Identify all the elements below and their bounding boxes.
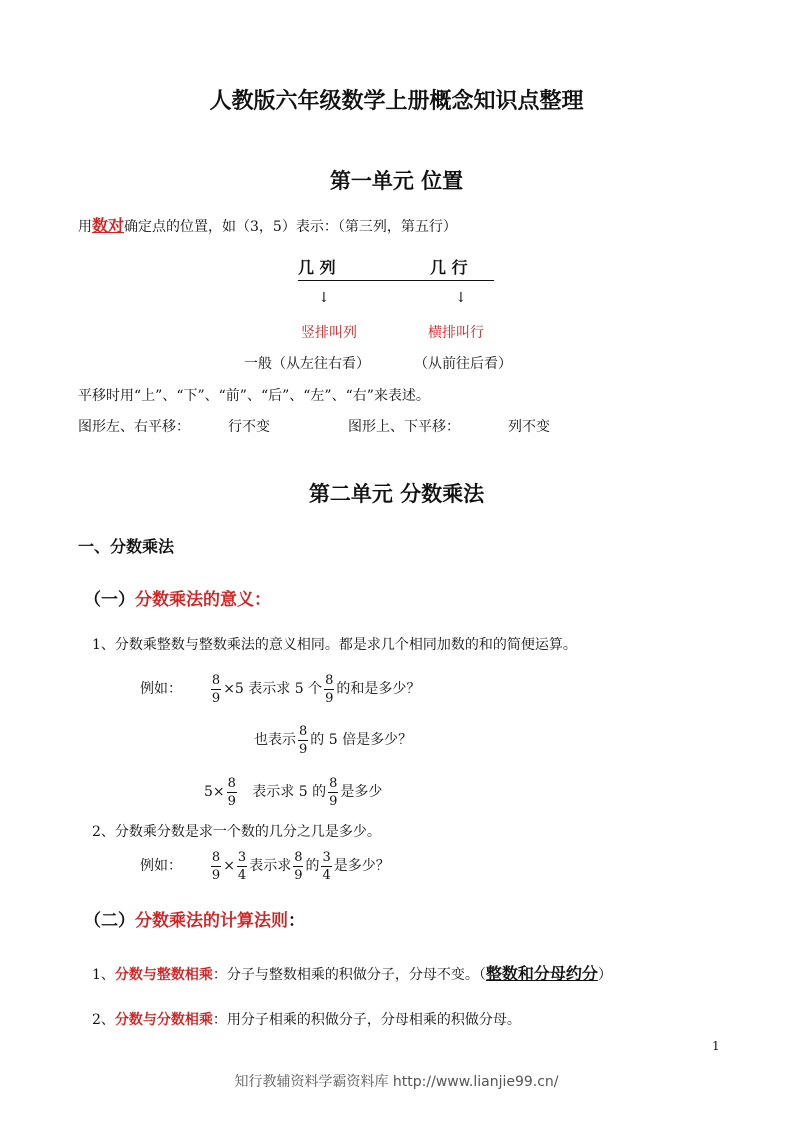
row-note: （从前往后看） xyxy=(414,356,512,372)
fraction: $\frac{8}{9}$ xyxy=(294,849,303,883)
rule-1: 1、分数与整数相乘：分子与整数相乘的积做分子，分母不变。（整数和分母约分） xyxy=(92,964,612,983)
ud-translate-value: 列不变 xyxy=(508,419,550,435)
col-label: 几 列 xyxy=(298,258,336,277)
unit2-heading: 第二单元 分数乘法 xyxy=(308,482,485,506)
footer-watermark: 知行教辅资料学霸资料库 http://www.lianjie99.cn/ xyxy=(234,1074,559,1090)
lr-translate-label: 图形左、右平移： xyxy=(78,419,190,435)
line1-text: 确定点的位置，如（3，5）表示：（第三列，第五行） xyxy=(124,219,457,235)
keyword-shudui: 数对 xyxy=(92,216,125,235)
example-2: 也表示 $\frac{8}{9}$ 的 5 倍是多少？ xyxy=(254,723,413,757)
fraction: $\frac{8}{9}$ xyxy=(329,775,338,809)
line1-prefix: 用 xyxy=(78,219,92,235)
col-note: 一般（从左往右看） xyxy=(244,356,370,372)
sub2-title: 分数乘法的计算法则 xyxy=(135,911,288,931)
unit1-heading: 第一单元 位置 xyxy=(329,169,464,193)
row-label: 几 行 xyxy=(430,258,468,277)
col-description: 竖排叫列 xyxy=(301,325,357,341)
fraction: $\frac{8}{9}$ xyxy=(211,849,221,883)
row-arrow: ↓ xyxy=(455,290,467,306)
ud-translate-label: 图形上、下平移： xyxy=(348,419,460,435)
rule1-emphasis: 整数和分母约分 xyxy=(485,964,598,983)
sub2-prefix: （二） xyxy=(84,911,135,931)
row-description: 横排叫行 xyxy=(428,325,484,341)
example-label: 例如： xyxy=(140,681,182,697)
translate-note: 平移时用“上”、“下”、“前”、“后”、“左”、“右”来表述。 xyxy=(78,388,430,404)
col-arrow: ↓ xyxy=(318,290,330,306)
fraction: $\frac{8}{9}$ xyxy=(227,775,236,809)
sub1-title: 分数乘法的意义： xyxy=(135,590,271,610)
unit1-line1 xyxy=(78,213,457,236)
lr-translate-value: 行不变 xyxy=(228,419,270,435)
document-title: 人教版六年级数学上册概念知识点整理 xyxy=(209,89,584,114)
rule-2: 2、分数与分数相乘：用分子相乘的积做分子，分母相乘的积做分母。 xyxy=(92,1012,521,1028)
page-number: 1 xyxy=(712,1039,720,1053)
sub1-heading xyxy=(84,585,271,610)
col-row-header xyxy=(298,255,494,281)
fraction: $\frac{8}{9}$ xyxy=(211,672,221,706)
section1-heading: 一、分数乘法 xyxy=(78,537,175,556)
sub1-prefix: （一） xyxy=(84,590,135,610)
rule1-keyword: 分数与整数相乘 xyxy=(114,967,213,983)
paragraph-1: 1、分数乘整数与整数乘法的意义相同。都是求几个相同加数的和的简便运算。 xyxy=(92,637,577,653)
fraction: $\frac{8}{9}$ xyxy=(325,672,334,706)
fraction: $\frac{8}{9}$ xyxy=(299,723,308,757)
example-3: 5× $\frac{8}{9}$ 表示求 5 的 $\frac{8}{9}$ 是多少 xyxy=(204,775,383,809)
fraction: $\frac{3}{4}$ xyxy=(322,849,331,883)
sub2-heading: （二）分数乘法的计算法则： xyxy=(84,911,305,931)
fraction: $\frac{3}{4}$ xyxy=(237,849,247,883)
example-label: 例如： xyxy=(140,858,182,874)
rule2-keyword: 分数与分数相乘 xyxy=(114,1012,213,1028)
example-4: 例如： $\frac{8}{9}$ × $\frac{3}{4}$ 表示求 $\frac{8}{9}$ 的 $\frac{3}{4}$ 是多少？ xyxy=(140,849,390,883)
example-1: 例如： $\frac{8}{9}$ ×5 表示求 5 个 $\frac{8}{9}$ 的和是多少？ xyxy=(140,672,421,706)
paragraph-2: 2、分数乘分数是求一个数的几分之几是多少。 xyxy=(92,824,381,840)
